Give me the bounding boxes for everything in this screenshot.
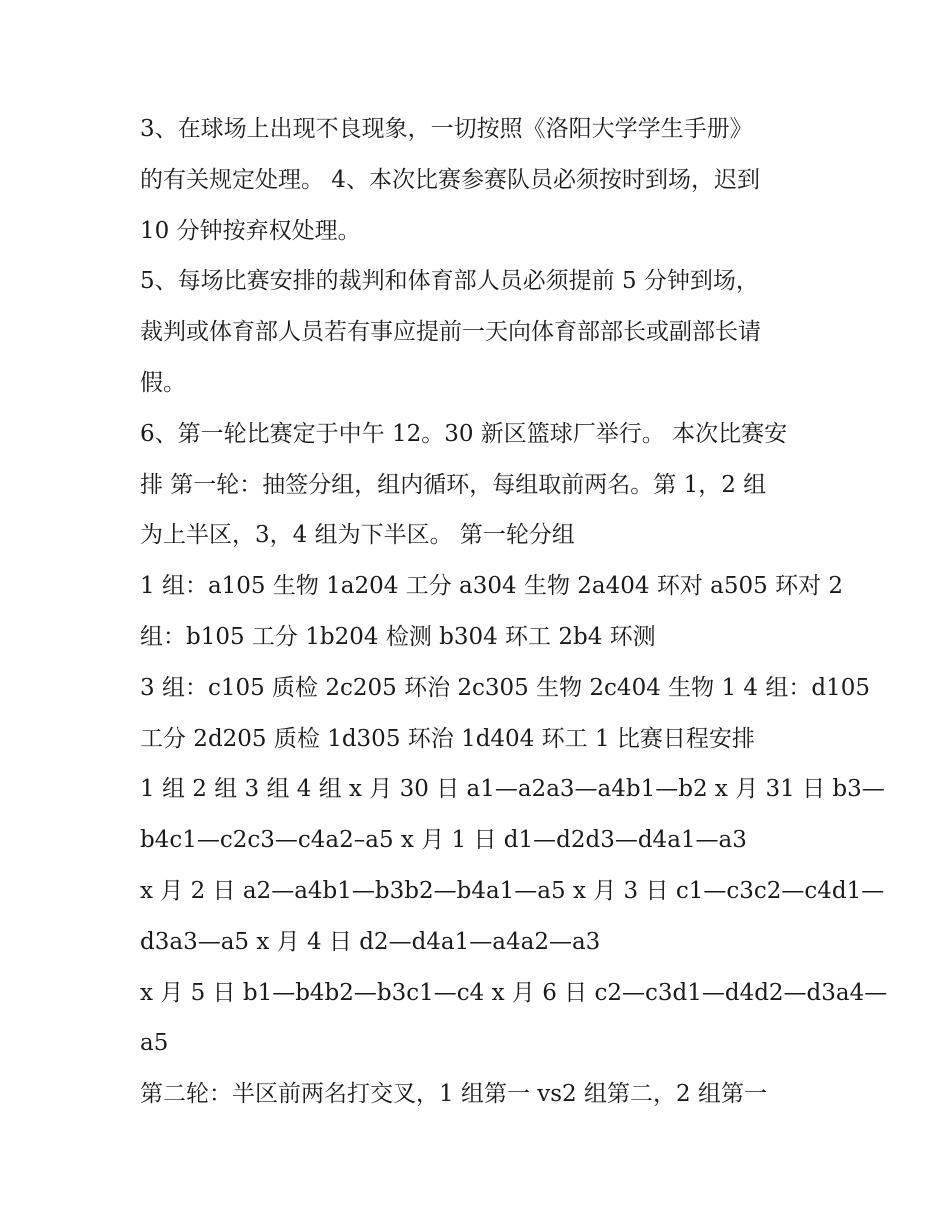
text-line: a5 — [140, 1030, 169, 1057]
text-line: d3a3—a5 x 月 4 日 d2—d4a1—a4a2—a3 — [140, 928, 601, 955]
text-line: 为上半区，3，4 组为下半区。 第一轮分组 — [140, 522, 575, 549]
text-line: 10 分钟按弃权处理。 — [140, 217, 361, 244]
text-line: 3、在球场上出现不良现象，一切按照《洛阳大学学生手册》 — [140, 116, 753, 142]
text-line: x 月 2 日 a2—a4b1—b3b2—b4a1—a5 x 月 3 日 c1—c3c2—c4d1— — [140, 877, 885, 904]
text-line: 假。 — [140, 369, 186, 396]
text-line: 3 组：c105 质检 2c205 环治 2c305 生物 2c404 生物 1 4 组：d105 — [140, 674, 870, 701]
text-line: 工分 2d205 质检 1d305 环治 1d404 环工 1 比赛日程安排 — [140, 725, 755, 752]
document-body — [140, 104, 888, 1120]
text-line: 1 组 2 组 3 组 4 组 x 月 30 日 a1—a2a3—a4b1—b2 x 月 31 日 b3— — [140, 776, 885, 803]
text-line: 1 组：a105 生物 1a204 工分 a304 生物 2a404 环对 a505 环对 2 — [140, 573, 844, 600]
text-line: x 月 5 日 b1—b4b2—b3c1—c4 x 月 6 日 c2—c3d1—d4d2—d3a4— — [140, 979, 888, 1006]
text-line: 5、每场比赛安排的裁判和体育部人员必须提前 5 分钟到场， — [140, 268, 759, 295]
text-line: 组：b105 工分 1b204 检测 b304 环工 2b4 环测 — [140, 623, 656, 650]
text-line: 的有关规定处理。 4、本次比赛参赛队员必须按时到场，迟到 — [140, 166, 760, 193]
text-line: 裁判或体育部人员若有事应提前一天向体育部部长或副部长请 — [140, 319, 761, 346]
text-line: 6、第一轮比赛定于中午 12。30 新区篮球厂举行。 本次比赛安 — [140, 420, 788, 447]
text-line: 排 第一轮：抽签分组，组内循环，每组取前两名。第 1，2 组 — [140, 471, 767, 498]
text-line: b4c1—c2c3—c4a2–a5 x 月 1 日 d1—d2d3—d4a1—a3 — [140, 827, 747, 854]
text-line: 第二轮：半区前两名打交叉，1 组第一 vs2 组第二，2 组第一 — [140, 1081, 767, 1108]
